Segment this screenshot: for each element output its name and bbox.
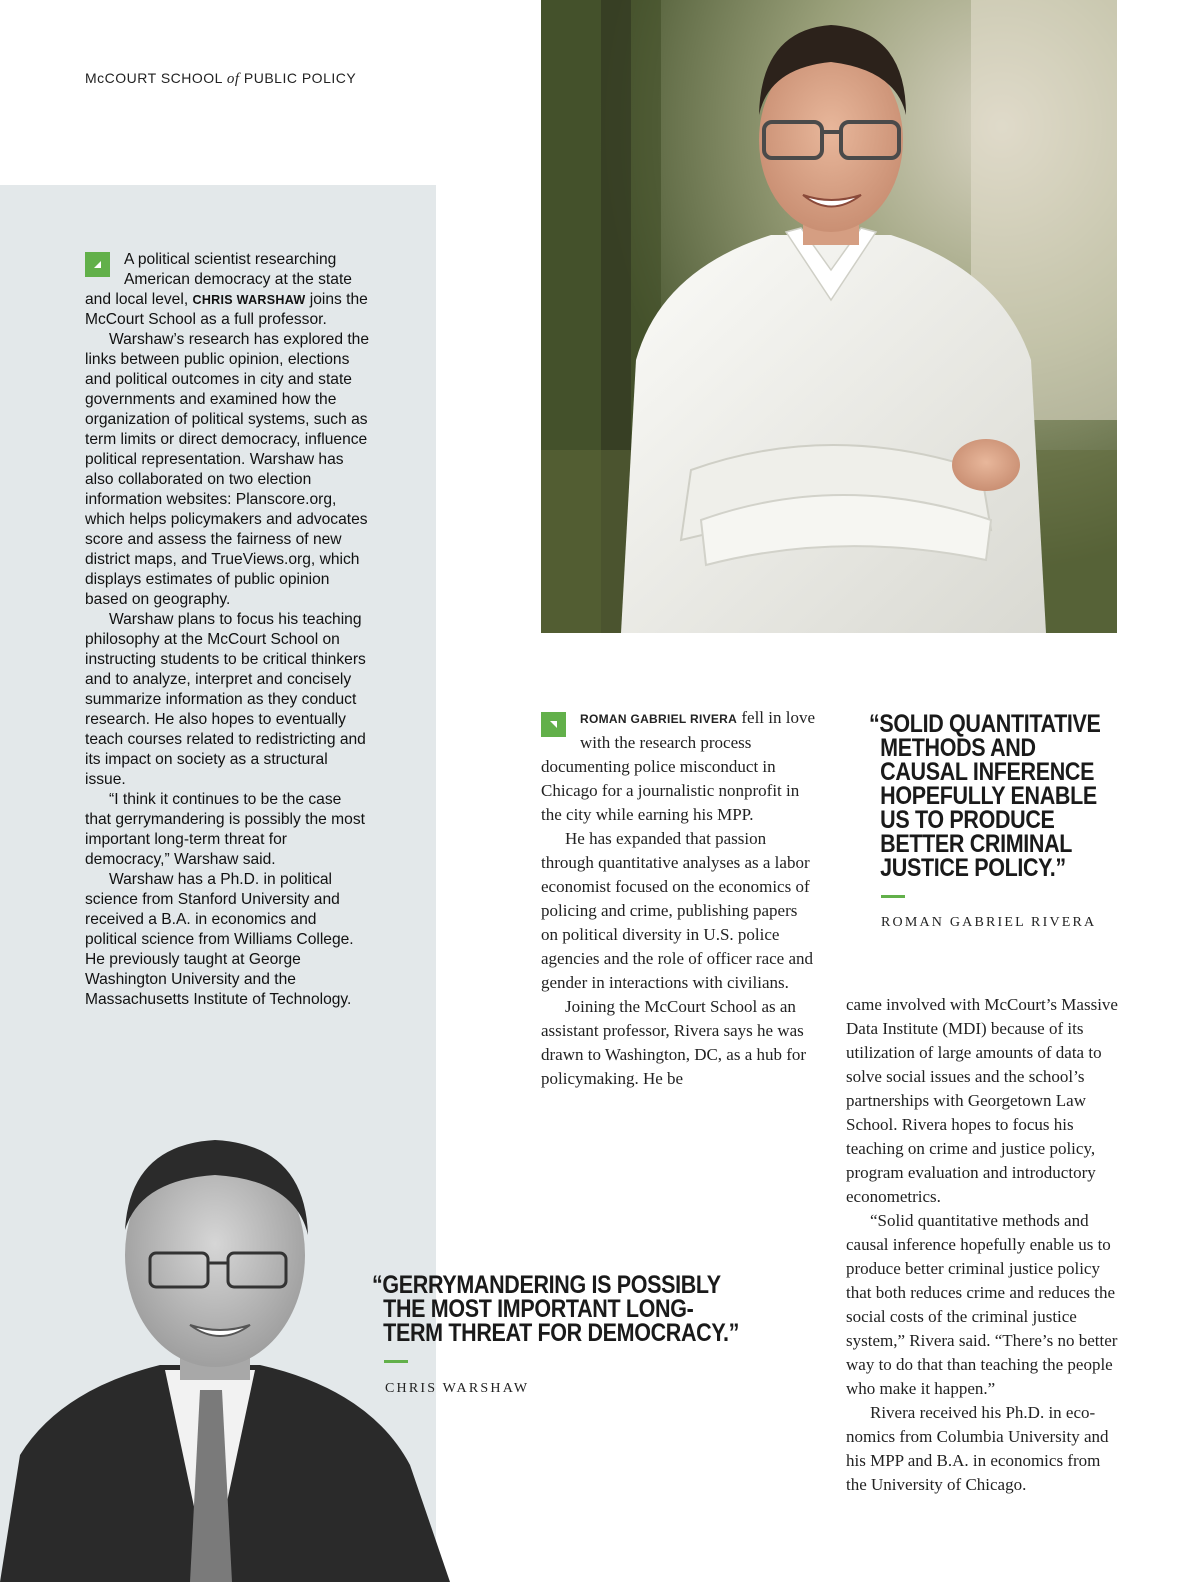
warshaw-pull-quote: “GERRYMANDERING IS POSSIBLY THE MOST IMPORTANT LONG- TERM THREAT FOR DEMOCRACY.” <box>372 1271 739 1347</box>
warshaw-paragraph-2: Warshaw’s research has explored the links between public opinion, elections and political outcomes in city and state governments and examined how the organization of political systems, such as term limits or direct democracy, influence political representation. Warshaw has also collaborated on two election information websites: Planscore.org, which helps policymakers and advocates score and assess the fairness of new district maps, and TrueViews.org, which displays estimates of public opinion based on geography. <box>85 331 370 608</box>
warshaw-paragraph-4: “I think it continues to be the case that gerrymandering is possibly the most important long-term threat for democracy,” Warshaw said. <box>85 791 365 868</box>
rivera-portrait-photo <box>541 0 1117 633</box>
warshaw-paragraph-1: A political scientist researching American democracy at the state and local level, CHRIS WARSHAW joins the McCourt School as a full professor. <box>85 251 368 328</box>
pull-quote-accent-bar <box>384 1360 408 1363</box>
pull-quote-accent-bar <box>881 895 905 898</box>
warshaw-quote-attribution: CHRIS WARSHAW <box>385 1381 530 1396</box>
warshaw-article-text <box>85 250 370 1010</box>
warshaw-paragraph-3: Warshaw plans to focus his teaching philosophy at the McCourt School on instructing students to be critical thinkers and to analyze, interpret and concisely summarize information as they conduct research. He also hopes to eventually teach courses related to redistricting and its impact on society as a structural issue. <box>85 611 366 788</box>
section-marker-icon <box>85 252 110 277</box>
rivera-name: ROMAN GABRIEL RIVERA <box>580 712 738 726</box>
rivera-paragraph-2: He has expanded that passion through quantitative analyses as a labor economist focused on the economics of policing and crime, publishing papers on political diversity in U.S. police agencies and the role of officer race and gender in interactions with civilians. <box>541 829 814 992</box>
warshaw-paragraph-5: Warshaw has a Ph.D. in political science from Stanford University and received a B.A. in economics and political science from Williams College. He previously taught at George Washington University and the Massachusetts Institute of Technology. <box>85 871 354 1008</box>
page-header <box>85 70 356 88</box>
rivera-quote-attribution: ROMAN GABRIEL RIVERA <box>881 915 1097 930</box>
header-policy: PUBLIC POLICY <box>239 70 357 86</box>
warshaw-portrait-photo <box>0 1135 470 1582</box>
section-marker-icon <box>541 712 566 737</box>
rivera-paragraph-4: “Solid quantitative methods and causal inference hopefully enable us to produce better criminal justice policy that both reduces crime and reduces the social costs of the criminal justice system,” Rivera said. “There’s no better way to do that than teaching the people who make it happen.” <box>846 1211 1118 1398</box>
warshaw-name: CHRIS WARSHAW <box>192 293 306 307</box>
rivera-article-text-continued <box>846 993 1121 1497</box>
rivera-pull-quote: “SOLID QUANTITATIVE METHODS AND CAUSAL INFERENCE HOPEFULLY ENABLE US TO PRODUCE BETTER CRIMINAL JUSTICE POLICY.” <box>869 710 1101 882</box>
rivera-article-text <box>541 706 816 1091</box>
header-of: of <box>226 71 240 87</box>
rivera-paragraph-3: Joining the McCourt School as an assistant professor, Rivera says he was drawn to Washington, DC, as a hub for policymaking. He be <box>541 997 807 1088</box>
rivera-paragraph-1: ROMAN GABRIEL RIVERA fell in love with the research process documenting police misconduct in Chicago for a journalistic nonprofit in the city while earning his MPP. <box>541 708 816 824</box>
header-school-name: McCOURT SCHOOL <box>85 70 227 86</box>
rivera-paragraph-5: Rivera received his Ph.D. in economics from Columbia University and his MPP and B.A. in economics from the University of Chicago. <box>846 1403 1109 1494</box>
rivera-paragraph-3-cont: came involved with McCourt’s Massive Data Institute (MDI) because of its utilization of large amounts of data to solve social issues and the school’s partnerships with Georgetown Law School. Rivera hopes to focus his teaching on crime and justice policy, program evaluation and introductory econometrics. <box>846 995 1118 1206</box>
